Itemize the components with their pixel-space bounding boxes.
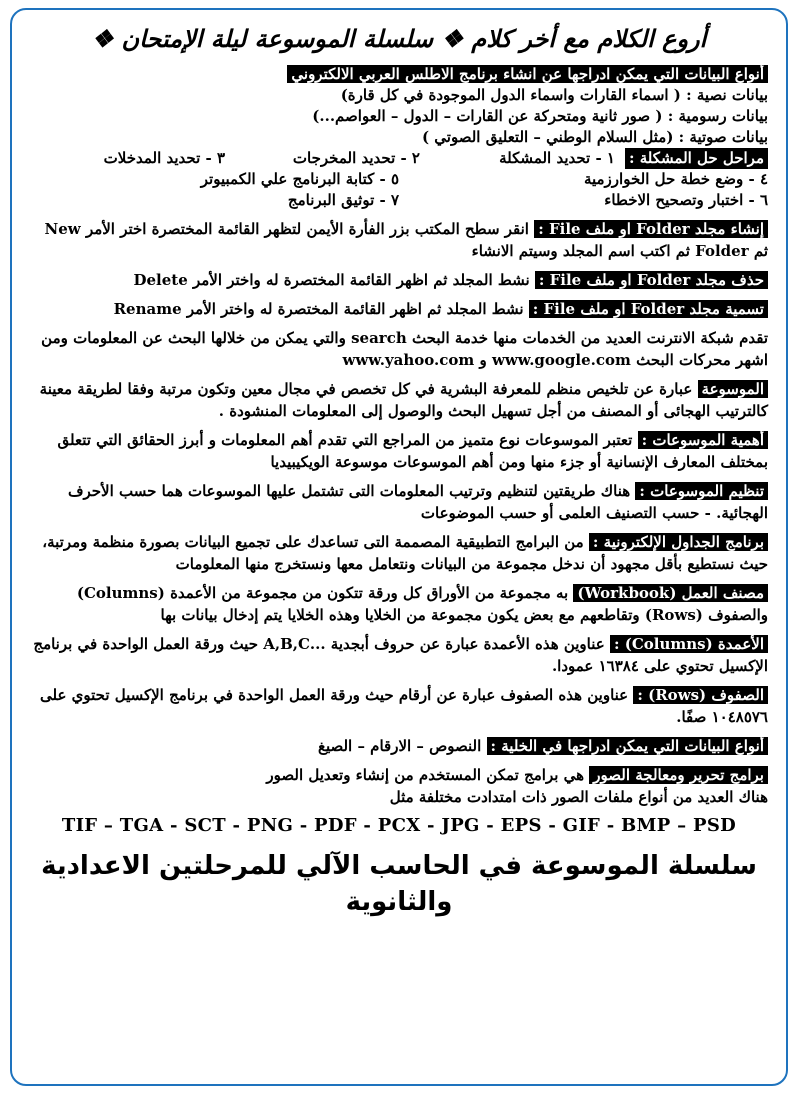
cell-types-text: النصوص – الارقام – الصيغ bbox=[317, 737, 482, 755]
encyclopedia-section bbox=[30, 378, 768, 422]
cell-types-section bbox=[30, 735, 768, 757]
rename-folder-section bbox=[30, 298, 768, 320]
rename-folder-text: نشط المجلد ثم اظهر القائمة المختصرة له واختر الأمر Rename bbox=[113, 300, 524, 318]
steps-row-2 bbox=[30, 169, 768, 190]
columns-text: عناوين هذه الأعمدة عبارة عن حروف أبجدية ...A,B,C حيث ورقة العمل الواحدة في برنامج الإكسيل تحتوي على ١٦٣٨٤ عمودا. bbox=[33, 635, 768, 675]
step-6: ٦ - اختبار وتصحيح الاخطاء bbox=[604, 191, 768, 209]
importance-section bbox=[30, 429, 768, 473]
rename-folder-heading: تسمية مجلد Folder او ملف File : bbox=[529, 300, 768, 318]
steps-section bbox=[30, 148, 768, 211]
cell-types-heading: أنواع البيانات التي يمكن ادراجها في الخلية : bbox=[487, 737, 769, 755]
atlas-section bbox=[30, 64, 768, 148]
organization-section bbox=[30, 480, 768, 524]
step-7: ٧ - توثيق البرنامج bbox=[287, 191, 399, 209]
spreadsheet-heading: برنامج الجداول الإلكترونية : bbox=[589, 533, 768, 551]
columns-heading: الأعمدة (Columns) : bbox=[610, 635, 768, 653]
workbook-text: به مجموعة من الأوراق كل ورقة تتكون من مجموعة من الأعمدة (Columns) والصفوف (Rows) وتقاطعهم مع بعض يكون مجموعة من الخلايا وهذه الخلايا يتم إدخال بيانات بها bbox=[76, 584, 768, 624]
step-3: ٣ - تحديد المدخلات bbox=[103, 149, 225, 167]
create-folder-text: انقر سطح المكتب بزر الفأرة الأيمن لتظهر القائمة المختصرة اختر الأمر New ثم Folder ثم اكتب اسم المجلد وسيتم الانشاء bbox=[44, 220, 768, 260]
encyclopedia-text: عبارة عن تلخيص منظم للمعرفة البشرية في كل تخصص في مجال معين وتكون مرتبة وفقا لطريقة معينة كالترتيب الهجائى أو المصنف من أجل تسهيل البحث والوصول إلى المعلومات المنشودة . bbox=[39, 380, 768, 420]
importance-text: تعتبر الموسوعات نوع متميز من المراجع التي تقدم أهم المعلومات و أبرز الحقائق التي تتعلق بمختلف المعارف الإنسانية أو جزء منها ومن أهم الموسوعات موسوعة الويكيبيديا bbox=[57, 431, 768, 471]
image-editing-heading: برامج تحرير ومعالجة الصور bbox=[589, 766, 768, 784]
image-formats-list: TIF – TGA - SCT - PNG - PDF - PCX - JPG - EPS - GIF - BMP – PSD bbox=[61, 815, 737, 836]
page-title: أروع الكلام مع أخر كلام ❖ سلسلة الموسوعة ليلة الإمتحان ❖ bbox=[91, 24, 707, 53]
image-editing-section bbox=[30, 764, 768, 808]
columns-section bbox=[30, 633, 768, 677]
atlas-line-text: بيانات نصية : ( اسماء القارات واسماء الدول الموجودة في كل قارة) bbox=[340, 86, 768, 104]
rows-heading: الصفوف (Rows) : bbox=[633, 686, 768, 704]
delete-folder-heading: حذف مجلد Folder او ملف File : bbox=[535, 271, 768, 289]
workbook-heading: مصنف العمل (Workbook) bbox=[573, 584, 768, 602]
document-page bbox=[10, 8, 788, 1086]
step-2: ٢ - تحديد المخرجات bbox=[292, 149, 420, 167]
encyclopedia-heading: الموسوعة bbox=[698, 380, 768, 398]
delete-folder-text: نشط المجلد ثم اظهر القائمة المختصرة له واختر الأمر Delete bbox=[133, 271, 530, 289]
steps-heading: مراحل حل المشكلة : bbox=[625, 148, 768, 169]
series-footer: سلسلة الموسوعة في الحاسب الآلي للمرحلتين الاعدادية والثانوية bbox=[41, 851, 757, 917]
spreadsheet-text: من البرامج التطبيقية المصممة التى تساعدك على تجميع البيانات بصورة منظمة ومرتبة، حيث نستطيع بأقل مجهود أن ندخل مجموعة من البيانات ونتعامل معها ونستخرج منها المعلومات bbox=[42, 533, 768, 573]
step-5: ٥ - كتابة البرنامج علي الكمبيوتر bbox=[200, 170, 399, 188]
steps-row-1 bbox=[30, 148, 768, 169]
image-formats-intro: هناك العديد من أنواع ملفات الصور ذات امتدادت مختلفة مثل bbox=[389, 788, 768, 806]
organization-heading: تنظيم الموسوعات : bbox=[635, 482, 768, 500]
spreadsheet-section bbox=[30, 531, 768, 575]
create-folder-heading: إنشاء مجلد Folder او ملف File : bbox=[534, 220, 768, 238]
importance-heading: أهمية الموسوعات : bbox=[638, 431, 768, 449]
rows-text: عناوين هذه الصفوف عبارة عن أرقام حيث ورقة العمل الواحدة في برنامج الإكسيل تحتوي على ١٠٤٨٥٧٦ صفًا. bbox=[39, 686, 768, 726]
step-4: ٤ - وضع خطة حل الخوارزمية bbox=[583, 170, 768, 188]
search-section bbox=[30, 327, 768, 371]
step-1: ١ - تحديد المشكلة bbox=[499, 149, 615, 167]
atlas-line-audio: بيانات صوتية : (مثل السلام الوطني – التعليق الصوتي ) bbox=[421, 128, 768, 146]
workbook-section bbox=[30, 582, 768, 626]
search-text: تقدم شبكة الانترنت العديد من الخدمات منها خدمة البحث search والتي يمكن من خلالها البحث عن المعلومات ومن اشهر محركات البحث www.google.com و www.yahoo.com bbox=[41, 329, 768, 369]
steps-row-3 bbox=[30, 190, 768, 211]
organization-text: هناك طريقتين لتنظيم وترتيب المعلومات التى تشتمل عليها الموسوعات هما حسب الأحرف الهجائية. - حسب التصنيف العلمى أو حسب الموضوعات bbox=[67, 482, 768, 522]
atlas-line-graphics: بيانات رسومية : ( صور ثانية ومتحركة عن القارات – الدول – العواصم...) bbox=[312, 107, 768, 125]
create-folder-section bbox=[30, 218, 768, 262]
rows-section bbox=[30, 684, 768, 728]
atlas-heading: أنواع البيانات التي يمكن ادراجها عن انشاء برنامج الاطلس العربي الالكتروني bbox=[287, 65, 768, 83]
delete-folder-section bbox=[30, 269, 768, 291]
image-editing-text: هي برامج تمكن المستخدم من إنشاء وتعديل الصور bbox=[266, 766, 585, 784]
